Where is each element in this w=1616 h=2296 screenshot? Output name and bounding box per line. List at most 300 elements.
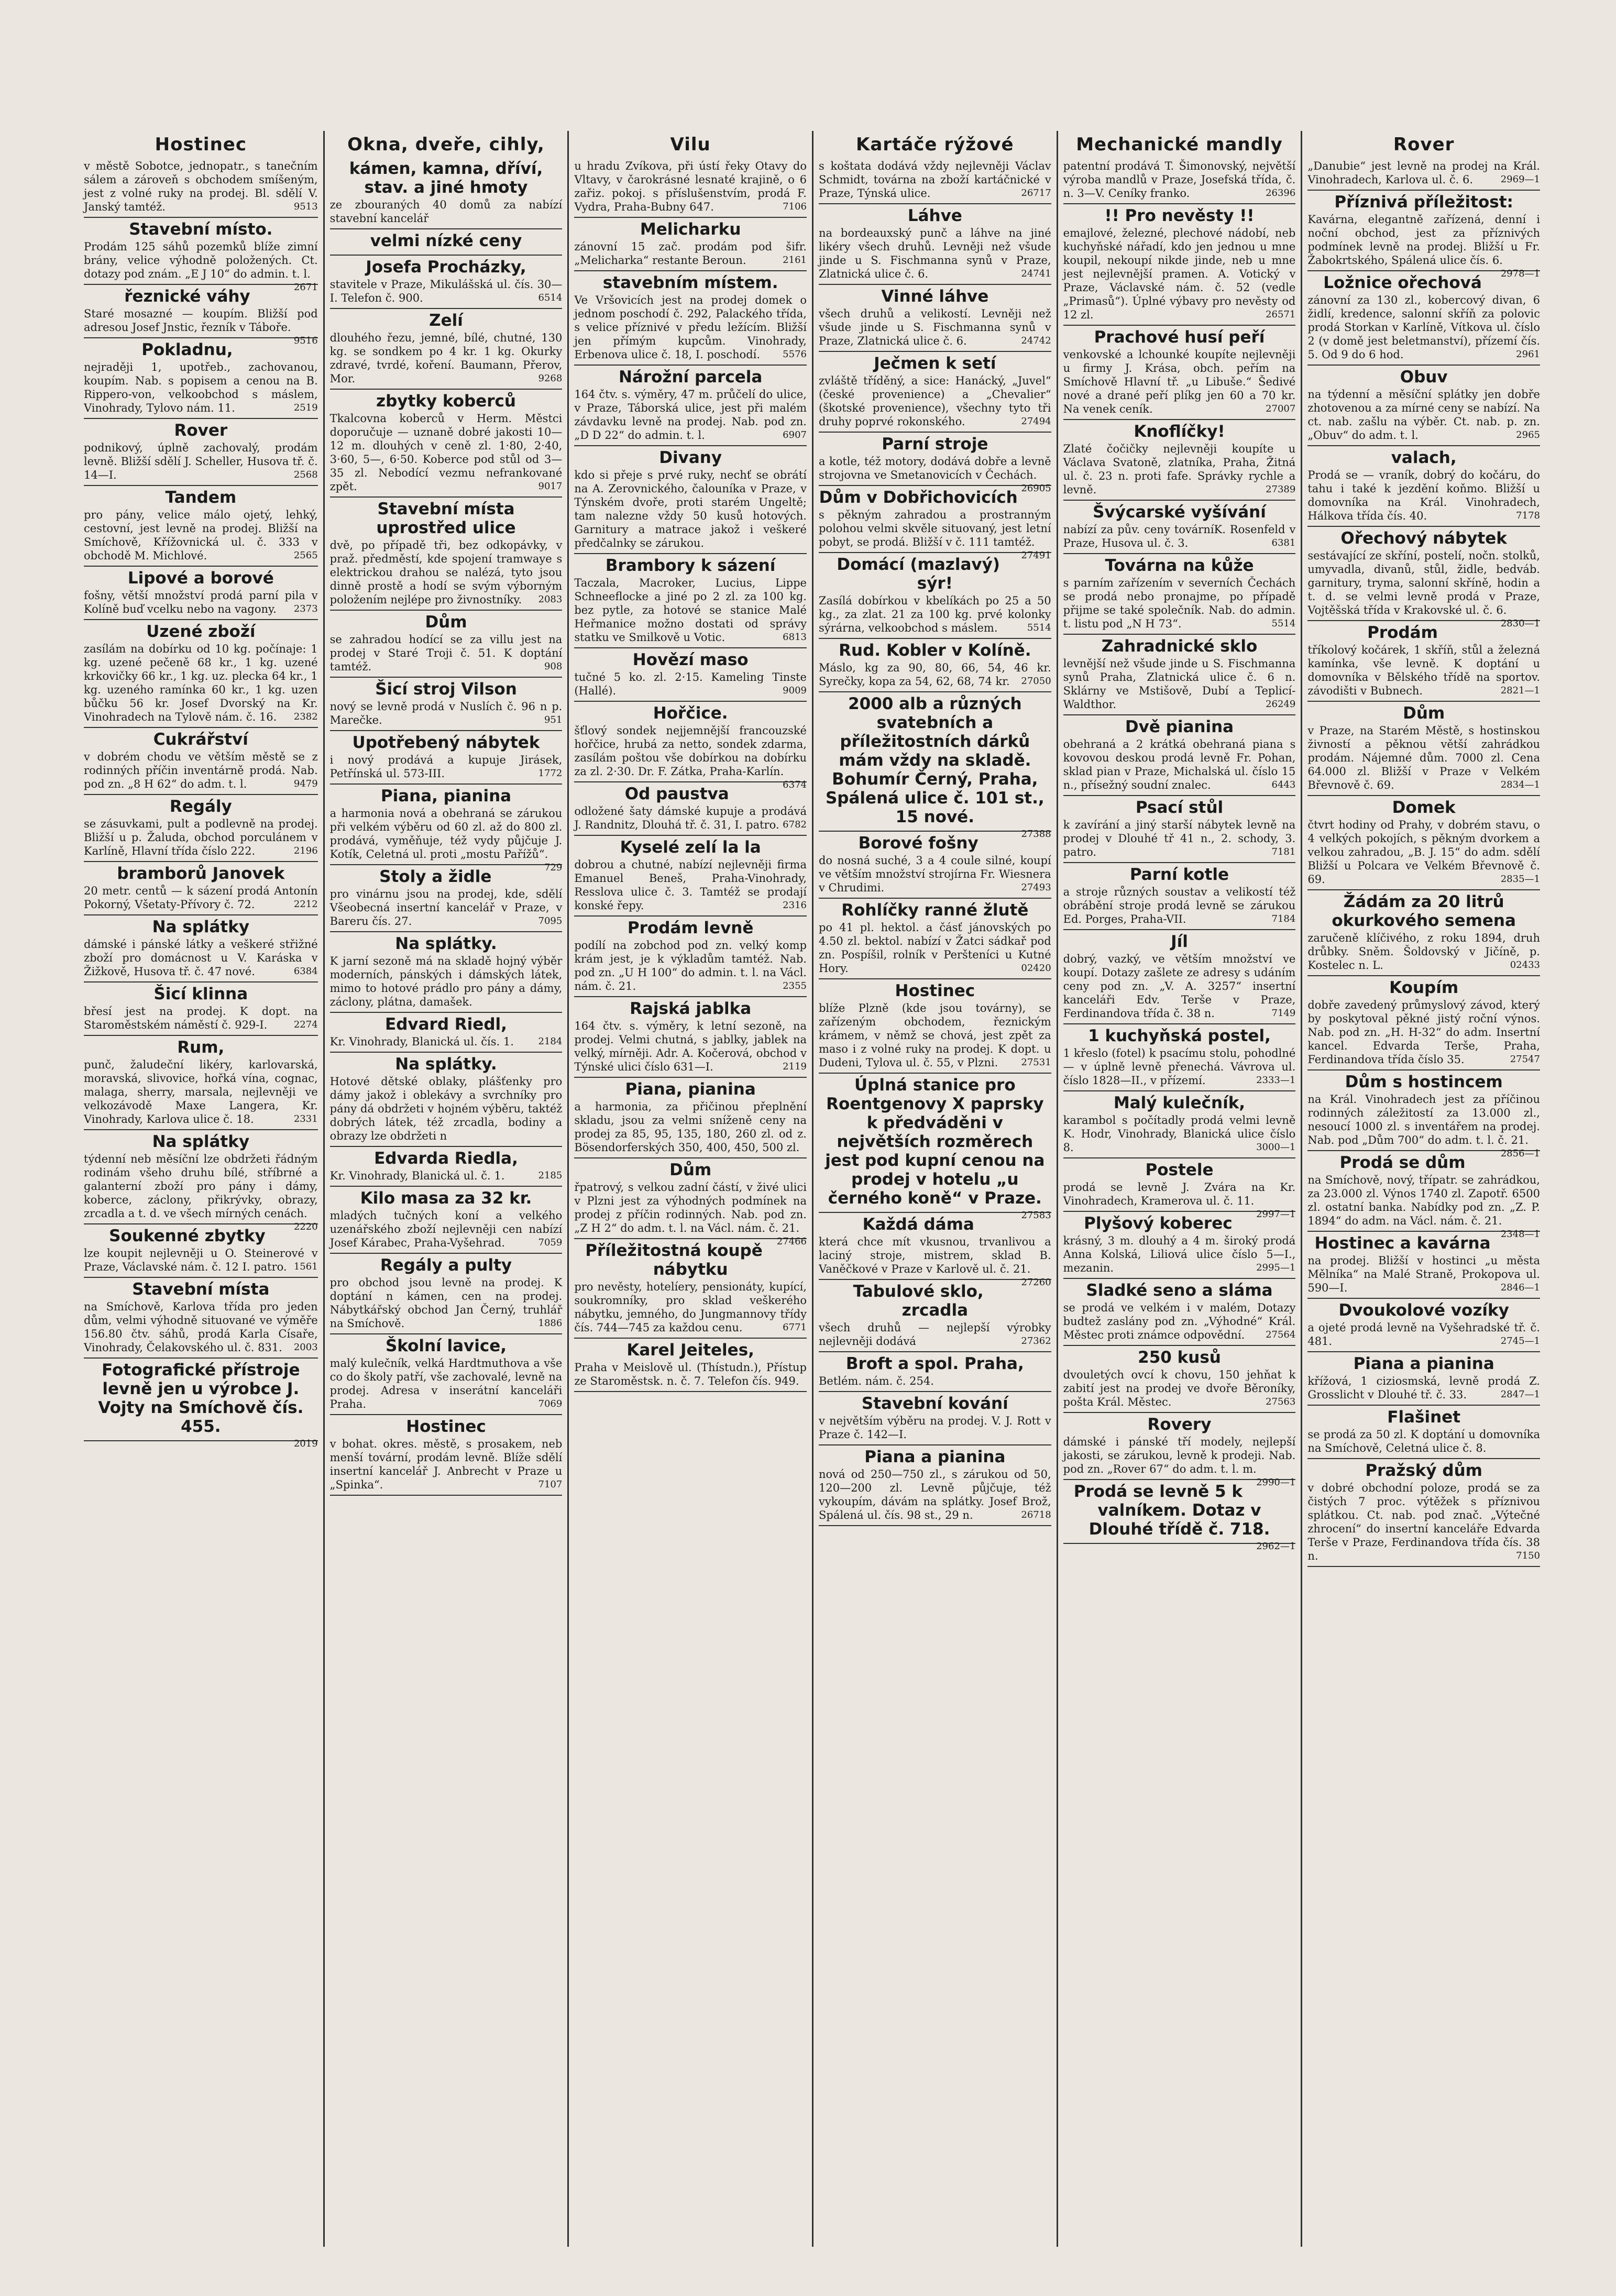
ad-headline: !! Pro nevěsty !! [1104, 206, 1255, 225]
ad-headline: Edvarda Riedla, [374, 1149, 518, 1168]
classified-ad [84, 1036, 318, 1130]
classified-ad [1307, 702, 1540, 796]
ad-headline: Divany [659, 448, 722, 467]
ad-number: 27260 [1021, 1277, 1051, 1288]
classified-ad [1063, 796, 1296, 863]
ad-number: 27547 [1510, 1054, 1540, 1065]
ad-body: zvláště tříděný, a sice: Hanácký, „Juvel“ (české provenience) a „Chevalier“ (škotské provenience), všechny tyto tři druhy poprvé rokonského. [818, 374, 1051, 428]
ad-body: karambol s počítadly prodá velmi levně K. Hodr, Vinohrady, Blanická ulice číslo 8. [1063, 1114, 1296, 1154]
ad-body: dámské i pánské tří modely, nejlepší jakosti, se zárukou, levně k prodeji. Nab. pod zn. „Rover 67“ do adm. t. l. m. [1063, 1436, 1296, 1475]
classified-ad [330, 390, 563, 498]
classified-ad [819, 1280, 1051, 1352]
ad-headline: Regály [169, 797, 232, 816]
ad-headline: 1 kuchyňská postel, [1088, 1026, 1271, 1045]
ad-headline: Zelí [429, 311, 463, 330]
classified-ad [330, 932, 563, 1013]
ad-headline: Plyšový koberec [1084, 1214, 1233, 1233]
classified-ad [330, 678, 563, 731]
ad-number: 2212 [293, 899, 318, 910]
ad-body: Tkalcovna koberců v Herm. Městci doporučuje — uznaně dobré jakosti 10—12 m. dlouhých v ceně zl. 1·80, 2·40, 3·60, 5—, 6·50. Koberce pod stůl od 3—35 zl. Nebodící vezmu nefrankované zpět. [329, 412, 563, 493]
ad-headline: Švýcarské vyšívání [1093, 503, 1266, 522]
classified-ad [84, 1278, 318, 1359]
ad-body: 164 čtv. s. výměry, 47 m. průčelí do ulice, v Praze, Táborská ulice, jest při malém závdavku levně na prodej. Nab. pod zn. „D D 22“ do admin. t. l. [574, 388, 807, 441]
classified-ad [1063, 157, 1296, 204]
classified-ad [574, 1078, 807, 1158]
ad-headline: Dům v Dobřichovicích [819, 488, 1018, 507]
ad-body: podílí na zobchod pod zn. velký komp krám jest, je k výkladům tamtéž. Nab. pod zn. „U H 100“ do admin. t. l. na Václ. nám. č. 21. [574, 939, 807, 992]
ad-body: podnikový, úplně zachovalý, prodám levně. Bližší sdělí J. Scheller, Husova tř. č. 14—I. [84, 441, 318, 481]
ad-body: po 41 pl. hektol. a čásť jánovských po 4.50 zl. bektol. nabízí v Žatci sádkař pod zn. Pospíšil, rolník v Peršteníci u Kutné Hory. [818, 921, 1051, 975]
ad-body: se zásuvkami, pult a podlevně na prodej. Bližší u p. Žaluda, obchod porculánem v Karlíně, Hlavní třída číslo 222. [84, 818, 318, 857]
ad-headline: Stavební místa uprostřed ulice [376, 500, 516, 537]
ad-body: sestávající ze skříní, postelí, nočn. stolků, umyvadla, divanů, stůl, židle, bedváb. garnitury, tryma, salonní skříně, hodin a t. d. se velmi levně prodá v Praze, Vojtěšská třída v Krakovské ul. č. 6. [1307, 549, 1540, 616]
ad-body: křížová, 1 ciziosmská, levně prodá Z. Grosslicht v Dlouhé tř. č. 33. [1307, 1375, 1540, 1401]
ad-body: Betlém. nám. č. 254. [818, 1375, 934, 1387]
ad-body: 20 metr. centů — k sázení prodá Antonín Pokorný, Všetaty-Přívory č. 72. [84, 885, 318, 911]
ad-body: 1 křeslo (fotel) k psacímu stolu, pohodlné — v úplně levně přenechá. Vávrova ul. číslo 1828—II., v přízemí. [1063, 1047, 1296, 1087]
ad-body: na Smíchově, nový, třípatr. se zahrádkou, za 23.000 zl. Výnos 1740 zl. Zapotř. 6500 zl. ostatní banka. Nabídky pod zn. „Z. P. 1894“ do adm. na Václ. nám. č. 21. [1307, 1174, 1540, 1227]
ad-body: v největším výběru na prodej. V. J. Rott v Praze č. 142—I. [818, 1415, 1051, 1441]
ad-headline: Dům [1403, 704, 1445, 723]
ad-body: K jarní sezoně má na skladě hojný výběr moderních, pánských i dámských látek, mimo to hotové prádlo pro pány a dámy, záclony, plátna, damašek. [329, 955, 563, 1008]
ad-body: emajlové, železné, plechové nádobí, neb kuchyňské nářadí, kdo jen jednou u mne koupil, nekoupí nikde jinde, neb u mne jest nejlevnější pramen. A. Votický v Praze, Václavské nám. č. 52 (vedle „Primasů“). Úplné výbavy pro nevěsty od 12 zl. [1063, 227, 1296, 321]
ad-body: všech druhů a velikostí. Levněji než všude jinde u S. Fischmanna synů v Praze, Zlatnická ulice č. 6. [818, 307, 1051, 347]
classified-ad [84, 1224, 318, 1278]
ad-headline: Soukenné zbytky [109, 1227, 266, 1245]
ad-number: 2830—1 [1500, 618, 1540, 629]
classified-ad [1063, 204, 1296, 326]
classified-ad [574, 366, 807, 446]
classified-ad [818, 433, 1051, 494]
ad-number: 729 [544, 862, 563, 873]
ad-headline: Rajská jablka [630, 999, 752, 1018]
ad-body: pro obchod jsou levně na prodej. K doptání n kámen, cen na prodej. Nábytkářský obchod Jan Černý, truhlář na Smíchově. [329, 1276, 563, 1330]
ad-headline: valach, [1391, 448, 1457, 467]
ad-headline: Karel Jeiteles, [626, 1341, 754, 1360]
ad-headline: Fotografické přístroje levně jen u výrobce J. Vojty na Smíchově čís. 455. [98, 1361, 304, 1436]
ad-headline: Piana a pianina [1353, 1354, 1494, 1373]
ad-number: 7095 [538, 915, 563, 926]
classified-ad [1307, 1151, 1540, 1240]
ad-body: dámské i pánské látky a veškeré střižné zboží pro domácnost u V. Karáska v Žižkově, Husova tř. č. 47 nové. [84, 938, 318, 978]
ad-body: nový se levně prodá v Nuslích č. 96 n p. Marečke. [329, 700, 563, 726]
ad-headline: Stavební místo. [129, 220, 273, 239]
ad-body: na Smíchově, Karlova třída pro jeden dům, velmi výhodně situované ve výměře 156.80 čtv. sáhů, prodá Karla Císaře, Vinohrady, Čelakovského ul. č. 831. [84, 1300, 318, 1354]
ad-headline: Pražský dům [1365, 1461, 1482, 1480]
ad-headline: Piana a pianina [864, 1448, 1006, 1466]
column-headline: Kartáče rýžové [856, 134, 1014, 155]
newspaper-page [79, 131, 1545, 2247]
ad-headline: Obuv [1400, 368, 1448, 387]
ad-body: krásný, 3 m. dlouhý a 4 m. široký prodá Anna Kolská, Liliová ulice číslo 5—I., mezanin. [1063, 1234, 1296, 1274]
classified-ad [330, 157, 563, 229]
ad-body: s koštata dodává vždy nejlevněji Václav Schmidt, továrna na zboží kartáčnické v Praze, Týnská ulice. [818, 160, 1051, 200]
classified-ad [819, 285, 1051, 352]
classified-ad [1063, 1279, 1296, 1346]
classified-ad [1063, 715, 1296, 796]
classified-ad [330, 1415, 563, 1496]
ad-body: na prodej. Bližší v hostinci „u města Mělníka“ na Malé Straně, Prokopova ul. 590—I. [1307, 1254, 1540, 1294]
classified-ad [819, 553, 1051, 639]
ad-number: 6384 [293, 966, 318, 977]
ad-headline: Domek [1392, 798, 1456, 817]
classified-ad [574, 554, 807, 648]
ad-number: 2565 [293, 550, 318, 561]
classified-ad [1063, 1413, 1296, 1488]
column-headline: Rover [1393, 134, 1455, 155]
classified-ad [818, 1213, 1051, 1288]
ad-number: 27388 [1021, 829, 1051, 840]
ad-body: tučné 5 ko. zl. 2·15. Kameling Tinste (Hallé). [574, 671, 807, 697]
ad-number: 2355 [783, 980, 807, 991]
ad-number: 9513 [293, 201, 318, 212]
classified-ad [1307, 890, 1540, 976]
classified-ad [1307, 1459, 1540, 1567]
classified-ad [574, 702, 807, 790]
ad-headline: Edvard Riedl, [385, 1015, 507, 1034]
ad-number: 6374 [783, 779, 807, 790]
ad-headline: Kyselé zelí la la [620, 838, 761, 857]
ad-headline: Dvoukolové vozíky [1338, 1301, 1509, 1320]
ad-headline: 250 kusů [1138, 1348, 1221, 1367]
classified-ad [1307, 1352, 1540, 1406]
ad-number: 2382 [293, 711, 318, 722]
ad-body: Kr. Vinohrady, Blanická ul. č. 1. [329, 1169, 505, 1182]
ad-number: 5576 [783, 349, 807, 360]
ad-number: 7178 [1516, 510, 1540, 521]
ad-number: 27389 [1266, 484, 1296, 495]
ad-headline: Prodá se dům [1339, 1153, 1466, 1172]
ad-body: se prodá ve velkém i v malém, Dotazy budtež zaslány pod zn. „Výhodné“ Král. Městec proti známce odpovědní. [1063, 1301, 1296, 1341]
ad-headline: Rovery [1147, 1415, 1212, 1434]
ad-body: Zasílá dobírkou v kbelíkách po 25 a 50 kg., za zlat. 21 za 100 kg. prvé kolonky sýrárna, velkoobchod s máslem. [818, 594, 1051, 634]
classified-ad [1307, 1299, 1540, 1352]
ad-headline: Hostinec [895, 981, 975, 1000]
ad-headline: Prodá se levně 5 k valníkem. Dotaz v Dlouhé třídě č. 718. [1073, 1482, 1270, 1539]
ad-body: zaručeně klíčivého, z roku 1894, druh drůbky. Sněm. Šoldovský v Jičíně, p. Kostelec n. L. [1307, 932, 1540, 972]
ad-number: 26717 [1021, 187, 1051, 198]
ad-number: 2184 [538, 1036, 563, 1047]
classified-ad [84, 1359, 318, 1449]
ad-headline: Brambory k sázení [605, 556, 776, 575]
ad-number: 2119 [783, 1061, 807, 1072]
classified-ad [84, 285, 318, 346]
classified-ad [574, 917, 807, 997]
classified-ad [1307, 621, 1540, 702]
ad-body: v Praze, na Starém Městě, s hostinskou živností a pěknou větší zahrádkou prodám. Nájemné dům. 7000 zl. Cena 64.000 zl. Bližší v Praze v Velkém Břevnově č. 69. [1307, 724, 1540, 791]
ad-headline: Na splátky [152, 918, 250, 936]
classified-ad [574, 157, 807, 218]
ad-number: 2961 [1516, 349, 1540, 360]
ad-number: 3000—1 [1256, 1142, 1296, 1153]
ad-number: 6514 [538, 292, 563, 303]
ad-number: 2316 [783, 900, 807, 911]
ad-body: Máslo, kg za 90, 80, 66, 54, 46 kr. Syrečky, kopa za 54, 62, 68, 74 kr. [818, 661, 1051, 688]
classified-ad [574, 1239, 807, 1339]
classified-ad [1307, 366, 1540, 446]
ad-body: dobrou a chutné, nabízí nejlevněji firma Emanuel Beneš, Praha-Vinohrady, Resslova ulice č. 3. Tamtéž se prodají konské řepy. [574, 858, 807, 912]
ad-number: 6907 [783, 429, 807, 440]
classified-ad [1307, 191, 1540, 279]
ad-headline: Parní stroje [882, 435, 988, 454]
classified-ad [330, 1187, 563, 1254]
ad-body: mladých tučných koní a velkého uzenářského zboží nejlevněji cen nabízí Josef Kárabec, Praha-Vyšehrad. [329, 1209, 563, 1249]
ad-headline: Dvě pianina [1125, 718, 1234, 736]
ad-body: prodá se levně J. Zvára na Kr. Vinohradech, Kramerova ul. č. 11. [1063, 1181, 1296, 1207]
classified-ad [574, 782, 807, 836]
classified-ad [1307, 976, 1540, 1070]
ad-body: Zlaté čočičky nejlevněji koupíte u Václava Svatoně, zlatníka, Praha, Žitná ul. č. 23 n. proti fafe. Správky rychle a levně. [1063, 443, 1296, 496]
ad-headline: Regály a pulty [380, 1256, 512, 1275]
ad-headline: Zahradnické sklo [1101, 637, 1258, 656]
ad-body: Taczala, Macroker, Lucius, Lippe Schneeflocke a jiné po 2 zl. za 100 kg. bez pytle, za hotové se stanice Malé Heřmanice možno dostati od správy statku ve Smilkově u Votic. [574, 577, 807, 644]
ad-number: 27494 [1021, 416, 1051, 427]
ad-number: 24742 [1021, 335, 1051, 346]
ad-body: lze koupit nejlevněji u O. Steinerové v Praze, Václavské nám. č. 12 I. patro. [84, 1247, 318, 1273]
ad-body: malý kulečník, velká Hardtmuthova a vše co do školy patří, vše zachovalé, levně na prodej. Adresa v inserátní kanceláři Praha. [329, 1357, 563, 1410]
ad-body: Prodám 125 sáhů pozemků blíže zimní brány, velice výhodně položených. Ct. dotazy pod znám. „E J 10“ do admin. t. l. [84, 240, 318, 280]
ad-body: se prodá za 50 zl. K doptání u domovníka na Smíchově, Celetná ulice č. 8. [1307, 1428, 1540, 1454]
ad-body: v bohat. okres. městě, s prosakem, neb menší tovární, prodám levně. Blíže sdělí insertní kancelář J. Anbrecht v Praze u „Spinka“. [329, 1438, 563, 1491]
ad-headline: bramborů Janovek [117, 864, 285, 883]
classified-ad [84, 567, 318, 620]
ad-headline: Broft a spol. Praha, [845, 1354, 1024, 1373]
ad-headline: Úplná stanice pro Roentgenovy X paprsky k předváděni v největších rozměrech jest pod kupní cenou na prodej v hotelu „u černého koně“ v Praze. [825, 1076, 1045, 1208]
ad-headline: Příznivá příležitost: [1334, 193, 1513, 212]
ad-body: blíže Plzně (kde jsou továrny), se zařízeným obchodem, řeznickým krámem, v němž se chová, jest zpět za maso i z volné ruky na prodej. K dopt. u Dudeni, Tylova ul. č. 55, v Plzni. [818, 1002, 1051, 1069]
classified-ad [330, 256, 563, 309]
ad-number: 2821—1 [1500, 685, 1540, 696]
ad-headline: Vinné láhve [881, 287, 989, 306]
classified-ad [1307, 527, 1540, 629]
ad-number: 7069 [538, 1398, 563, 1409]
ad-body: dvě, po případě tři, bez odkopávky, v praž. předměstí, kde spojení tramwaye s elektrickou drahou se nalézá, tyto jsou dinně prostě a hodí se svým výborným položením nejlépe pro živnostníky. [329, 539, 563, 606]
ad-body: punč, žaludeční likéry, karlovarská, moravská, slivovice, hořká vína, cognac, malaga, sherry, marsala, nejlevněji ve velkozávodě Maxe Langera, Kr. Vinohrady, Karlova ulice č. 18. [84, 1058, 318, 1125]
classified-ad [1063, 554, 1296, 635]
ad-headline: Domácí (mazlavý) sýr! [837, 555, 1000, 593]
ad-headline: Od paustva [624, 785, 729, 803]
ad-number: 1561 [293, 1261, 318, 1272]
ad-body: zasílám na dobírku od 10 kg. počínaje: 1 kg. uzené pečeně 68 kr., 1 kg. uzené krkovičky 66 kr., 1 kg. uz. plecka 64 kr., 1 kg. uzeného ramínka 60 kr., 1 kg. uzen bůčku 56 kr. Josef Dvorský na Kr. Vinohradech na Tylově nám. č. 16. [84, 643, 318, 723]
ad-number: 27362 [1021, 1335, 1051, 1346]
classified-ad [1063, 635, 1296, 715]
ad-number: 26571 [1266, 309, 1296, 320]
classified-ad [330, 498, 563, 611]
ad-number: 7106 [783, 201, 807, 212]
ad-body: v dobrém chodu ve větším městě se z rodinných příčin inventárně prodá. Nab. pod zn. „8 H 62“ do adm. t. l. [84, 750, 318, 790]
ad-number: 9516 [293, 335, 318, 346]
classified-ad [819, 352, 1051, 433]
classified-ad [574, 1339, 807, 1392]
classified-ad [1063, 863, 1296, 930]
classified-ad [1063, 326, 1296, 420]
ad-number: 908 [544, 661, 563, 672]
ad-number: 6443 [1271, 779, 1296, 790]
classified-ad [1063, 1480, 1296, 1552]
ad-number: 2834—1 [1500, 779, 1540, 790]
ad-headline: 2000 alb a různých svatebních a příležitostních dárků mám vždy na skladě. Bohumír Černý, Praha, Spálená ulice č. 101 st., 15 nové. [825, 694, 1045, 826]
ad-headline: Šicí klinna [153, 985, 248, 1003]
ad-headline: Továrna na kůže [1105, 556, 1254, 575]
ad-number: 2978—1 [1500, 268, 1540, 279]
ad-headline: zbytky koberců [376, 392, 516, 411]
ad-headline: Kilo masa za 32 kr. [360, 1189, 532, 1208]
ad-headline: Ořechový nábytek [1340, 529, 1507, 548]
ad-body: Kr. Vinohrady, Blanická ul. čís. 1. [329, 1035, 514, 1048]
classified-ad [84, 983, 318, 1036]
classified-ad [1063, 1212, 1296, 1279]
classified-ad [819, 157, 1051, 204]
classified-ad [574, 271, 807, 366]
ad-body: Prodá se — vraník, dobrý do kočáru, do tahu i také k jezdění koňmo. Bližší u domovníka na Král. Vinohradech, Hálkova třída čís. 40. [1307, 469, 1540, 522]
ad-headline: Postele [1145, 1161, 1214, 1179]
column-headline: Vilu [670, 134, 711, 155]
ad-body: v dobré obchodní poloze, prodá se za čistých 7 proc. výtěžek s příznivou splátkou. Ct. nab. pod znač. „Výtečné zhrocení“ do insertní kanceláře Edvarda Terše v Praze, Ferdinandova třída čís. 38 n. [1307, 1482, 1540, 1562]
ad-headline: velmi nízké ceny [370, 231, 522, 250]
ad-headline: Stoly a židle [379, 867, 492, 886]
ad-headline: Příležitostná koupě nábytku [585, 1241, 763, 1279]
ad-headline: Každá dáma [862, 1215, 974, 1234]
classified-ad [1063, 1091, 1296, 1158]
ad-body: na Král. Vinohradech jest za příčinou rodinných záležitostí za 13.000 zl., nesoucí 1000 zl. s inventářem na prodej. Nab. pod „Dům 700“ do adm. t. l. č. 21. [1307, 1093, 1540, 1146]
ad-number: 2846—1 [1500, 1282, 1540, 1293]
ad-column [79, 131, 323, 2247]
ad-number: 2990—1 [1256, 1477, 1296, 1488]
ad-number: 1772 [538, 768, 563, 779]
ad-body: „Danubie“ jest levně na prodej na Král. Vinohradech, Karlova ul. č. 6. [1307, 160, 1540, 186]
classified-ad [1307, 157, 1540, 191]
ad-headline: Prodám levně [627, 919, 754, 937]
classified-ad [1063, 1024, 1296, 1091]
ad-number: 7149 [1271, 1008, 1296, 1019]
ad-body: zánovní 15 zač. prodám pod šifr. „Melicharka“ restante Beroun. [574, 240, 807, 267]
ad-headline: Prachové husí peří [1094, 328, 1265, 347]
ad-number: 9479 [293, 778, 318, 789]
ad-number: 2745—1 [1500, 1335, 1540, 1346]
ad-body: týdenní neb měsíční lze obdržeti řádným rodinám všeho druhu bílé, stříbrné a galanterní zboží pro pány i dámy, koberce, záclony, přikrývky, obrazy, zrcadla a t. d. ve všech mírných cenách. [84, 1153, 318, 1220]
classified-ad [84, 620, 318, 728]
ad-number: 26249 [1266, 699, 1296, 710]
ad-headline: Cukrářství [153, 730, 248, 749]
ad-headline: Rud. Kobler v Kolíně. [839, 641, 1031, 660]
ad-number: 2373 [293, 603, 318, 614]
ad-headline: Malý kulečník, [1113, 1094, 1246, 1112]
ad-number: 27007 [1266, 403, 1296, 414]
ad-headline: Melicharku [640, 220, 741, 239]
ad-number: 26396 [1266, 187, 1296, 198]
ad-headline: Sladké seno a sláma [1086, 1281, 1273, 1300]
classified-ad [1063, 420, 1296, 501]
ad-number: 27466 [776, 1236, 807, 1247]
ad-headline: Piana, pianina [625, 1080, 756, 1099]
ad-number: 7184 [1271, 913, 1296, 924]
ad-number: 7107 [538, 1479, 563, 1490]
ad-headline: Borové fošny [858, 834, 979, 853]
ad-headline: Láhve [907, 206, 962, 225]
ad-headline: Prodám [1367, 623, 1438, 642]
ad-headline: Upotřebený nábytek [352, 733, 540, 752]
classified-ad [574, 218, 807, 271]
ad-headline: Školní lavice, [385, 1337, 507, 1355]
classified-ad [1063, 930, 1296, 1024]
ad-number: 2019 [293, 1438, 318, 1449]
classified-ad [84, 862, 318, 915]
ad-body: stavitele v Praze, Mikulášská ul. čís. 30—I. Telefon č. 900. [329, 278, 563, 304]
ad-headline: Ložnice ořechová [1323, 273, 1482, 292]
classified-ad [330, 309, 563, 390]
ad-number: 2185 [538, 1170, 563, 1181]
ad-number: 6771 [783, 1322, 807, 1333]
ad-headline: Knoflíčky! [1134, 422, 1225, 441]
classified-ad [84, 795, 318, 862]
ad-number: 5514 [1027, 622, 1051, 633]
ad-body: dvouletých ovcí k chovu, 150 jehňat k zabití jest na prodej ve dvoře Běroníky, pošta Král. Městec. [1063, 1368, 1296, 1408]
ad-number: 2671 [293, 282, 318, 293]
ad-body: Staré mosazné — koupím. Bližší pod adresou Josef Jnstic, řezník v Táboře. [84, 307, 318, 334]
ad-body: kdo si přeje s prvé ruky, nechť se obrátí na A. Zerovnického, čalouníka v Praze, v Týnském dvoře, proti starém Ungeltě; tam nalezne vždy 50 kusů hotových. Garnitury a matrace jakož i veškeré předčalnky se zárukou. [574, 469, 807, 549]
classified-ad [84, 419, 318, 486]
ad-number: 6782 [783, 819, 807, 830]
ad-body: nabízí za pův. ceny továrníK. Rosenfeld v Praze, Husova ul. č. 3. [1063, 523, 1296, 549]
classified-ad [84, 157, 318, 218]
ad-body: na týdenní a měsíční splátky jen dobře zhotovenou a za mírné ceny se nabízí. Na ct. nab. zašlu na výběr. Ct. nab. p. zn. „Obuv“ do adm. t. l. [1307, 388, 1540, 441]
ad-number: 26718 [1021, 1509, 1051, 1520]
ad-headline: Parní kotle [1129, 865, 1229, 884]
ad-number: 2965 [1516, 429, 1540, 440]
classified-ad [330, 229, 563, 256]
ad-number: 27531 [1021, 1057, 1051, 1068]
ad-body: šťlový sondek nejjemnější francouzské hořčice, hrubá za netto, sondek zdarma, zasílám poštou vše dobírkou na dobírku za zl. 2·30. Dr. F. Zátka, Praha-Karlín. [574, 724, 807, 778]
ad-number: 2519 [293, 402, 318, 413]
classified-ad [330, 1053, 563, 1147]
ad-body: pro nevěsty, hotelíery, pensionáty, kupící, soukromníky, pro sklad veškerého nábytku, jemného, do Jungmannovy třídy čís. 744—745 za každou cenu. [574, 1281, 807, 1334]
ad-column [323, 131, 568, 2247]
ad-body: levnější než všude jinde u S. Fischmanna synů Praha, Zlatnická ulice č. 6 n. Sklárny ve Mstišově, Dubí a Teplicí-Waldthor. [1063, 657, 1296, 711]
ad-headline: Šicí stroj Vilson [375, 680, 517, 699]
ad-body: v městě Sobotce, jednopatr., s tanečním sálem a zároveň s obchodem smíšeným, jest z volné ruky na prodej. Bl. sdělí V. Janský tamtéž. [84, 160, 318, 213]
ad-headline: Dům s hostincem [1345, 1073, 1503, 1091]
ad-number: 9009 [783, 685, 807, 696]
classified-ad [330, 1013, 563, 1053]
ad-number: 2348—1 [1500, 1229, 1540, 1240]
ad-number: 6381 [1271, 537, 1296, 548]
ad-body: na bordeauxský punč a láhve na jiné likéry všech druhů. Levněji než všude jinde u S. Fischmanna synů v Praze, Zlatnická ulice č. 6. [818, 227, 1051, 280]
column-headline: Mechanické mandly [1076, 134, 1283, 155]
ad-headline: Hořčice. [653, 704, 728, 723]
classified-ad [819, 1352, 1051, 1392]
ad-body: ze zbouraných 40 domů za nabízí stavební kancelář [329, 198, 563, 225]
ad-body: nejraději 1, upotřeb., zachovanou, koupím. Nab. s popisem a cenou na B. Rippero-von, velkoobchod s máslem, Vinohrady, Tylovo nám. 11. [84, 361, 318, 414]
ad-body: a stroje různých soustav a velikostí též obrábění stroje prodá levně se zárukou Ed. Porges, Praha-VII. [1063, 886, 1296, 925]
classified-ad [330, 731, 563, 785]
ad-number: 7181 [1271, 846, 1296, 857]
ad-body: Kavárna, elegantně zařízená, denní i noční obchod, jest za příznivých podmínek levně na prodej. Bližší u Fr. Žabokrtského, Spálená ulice čís. 6. [1307, 213, 1540, 267]
classified-ad [1063, 1346, 1296, 1413]
ad-headline: Jíl [1171, 932, 1188, 951]
ad-body: a kotle, též motory, dodává dobře a levně strojovna ve Smetanovicích v Čechách. [818, 455, 1051, 481]
ad-body: nová od 250—750 zl., s zárukou od 50, 120—200 zl. Levně půjčuje, též vykoupím, dávám na splátky. Josef Brož, Spálená ul. čís. 98 st., 29 n. [818, 1468, 1051, 1521]
ad-body: a ojeté prodá levně na Vyšehradské tř. č. 481. [1307, 1321, 1540, 1348]
ad-headline: Rover [174, 421, 228, 440]
ad-number: 1886 [538, 1318, 563, 1329]
classified-ad [330, 1334, 563, 1415]
ad-number: 2962—1 [1256, 1541, 1296, 1552]
ad-body: obehraná a 2 krátká obehraná piana s kovovou deskou prodá levně Fr. Pohan, sklad pian v Praze, Michalská ul. číslo 15 n., přísežný soudní znalec. [1063, 738, 1296, 791]
classified-ad [574, 836, 807, 917]
ad-number: 2995—1 [1256, 1262, 1296, 1273]
classified-ad [1063, 1158, 1296, 1220]
ad-body: Hotové dětské oblaky, plášťenky pro dámy jakož i oblekávy a svrchníky pro pány dá obdržeti v hojném výběru, taktéž dobrých látek, též zrcadla, bodiny a obrazy lze obdržeti n [329, 1075, 563, 1142]
